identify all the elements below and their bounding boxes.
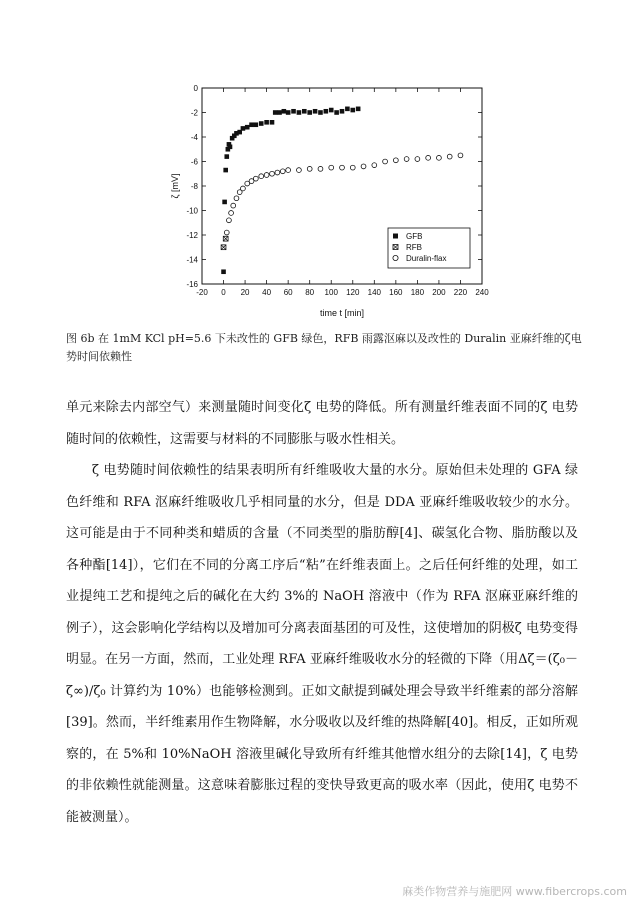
duralin-data-point [224,230,229,235]
gfb-data-point [297,110,302,115]
legend-label-gfb: GFB [406,232,423,241]
legend-marker-rfb [393,245,398,250]
duralin-data-point [329,165,334,170]
duralin-data-point [275,170,280,175]
body-text [66,392,578,833]
gfb-data-point [223,168,228,173]
gfb-data-point [345,107,350,112]
x-tick-label: 100 [324,288,338,297]
gfb-data-point [291,109,296,114]
y-tick-label: -2 [190,108,198,118]
x-tick-label: 140 [367,288,381,297]
y-tick-label: -14 [186,255,198,265]
legend-label-duralin: Duralin-flax [406,254,447,263]
gfb-data-point [334,110,339,115]
gfb-data-point [241,126,246,131]
y-tick-label: -10 [186,206,198,216]
duralin-data-point [437,155,442,160]
x-tick-label: -20 [196,288,208,297]
gfb-data-point [270,120,275,125]
duralin-data-point [318,166,323,171]
x-tick-label: 20 [240,288,250,297]
duralin-data-point [234,196,239,201]
y-axis-label: ζ [mV] [170,173,180,199]
gfb-data-point [350,108,355,113]
x-tick-label: 160 [389,288,403,297]
x-tick-label: 240 [475,288,489,297]
duralin-data-point [307,166,312,171]
y-tick-label: -6 [190,157,198,167]
y-tick-label: -16 [186,280,198,289]
paragraph-1: 单元来除去内部空气）来测量随时间变化ζ 电势的降低。所有测量纤维表面不同的ζ 电势随时间的依赖性，这需要与材料的不同膨胀与吸水性相关。 [66,400,578,447]
x-tick-label: 200 [432,288,446,297]
y-tick-label: -12 [186,231,198,240]
gfb-data-point [228,145,233,150]
gfb-data-point [259,121,264,126]
y-tick-label: 0 [193,84,198,93]
duralin-data-point [350,165,355,170]
duralin-data-point [227,218,232,223]
gfb-data-point [286,110,291,115]
duralin-data-point [259,174,264,179]
duralin-data-point [415,157,420,162]
zeta-potential-chart [170,76,490,326]
duralin-data-point [447,154,452,159]
duralin-data-point [426,155,431,160]
gfb-data-point [224,154,229,159]
site-watermark: 麻类作物营养与施肥网 www.fibercrops.com [402,885,627,898]
gfb-data-point [273,110,278,115]
gfb-data-point [277,110,282,115]
y-tick-label: -4 [190,133,198,142]
x-tick-label: 80 [305,288,315,297]
gfb-data-point [340,109,345,114]
gfb-data-point [356,107,361,112]
duralin-data-point [253,176,258,181]
duralin-data-point [229,211,234,216]
duralin-data-point [372,163,377,168]
duralin-data-point [286,168,291,173]
legend-marker-gfb [393,234,398,239]
figure-caption: 图 6b 在 1mM KCl pH=5.6 下未改性的 GFB 绿色，RFB 雨露沤麻以及改性的 Duralin 亚麻纤维的ζ电势时间依赖性 [66,332,582,363]
gfb-data-point [282,109,287,114]
gfb-data-point [254,122,259,127]
legend-marker-duralin [393,255,398,260]
y-tick-label: -8 [190,182,198,191]
x-tick-label: 40 [262,288,272,297]
gfb-data-point [307,110,312,115]
chart-legend [388,228,470,268]
gfb-data-point [222,200,227,205]
duralin-data-point [241,186,246,191]
rfb-data-point [223,236,228,241]
duralin-data-point [270,171,275,176]
rfb-data-point [221,245,226,250]
gfb-data-point [318,110,323,115]
gfb-data-point [302,109,307,114]
gfb-data-point [324,109,329,114]
x-tick-label: 120 [346,288,360,297]
gfb-data-point [313,109,318,114]
gfb-data-point [249,122,254,127]
x-tick-label: 0 [221,288,226,297]
duralin-data-point [383,159,388,164]
gfb-data-point [221,269,226,274]
x-tick-label: 220 [453,288,468,297]
gfb-data-point [264,120,269,125]
duralin-data-point [280,169,285,174]
legend-label-rfb: RFB [406,243,422,252]
duralin-data-point [264,173,269,178]
duralin-data-point [361,164,366,169]
gfb-data-point [329,108,334,113]
x-axis-label: time t [min] [319,308,365,318]
duralin-data-point [393,158,398,163]
duralin-data-point [231,203,236,208]
paragraph-2: ζ 电势随时间依赖性的结果表明所有纤维吸收大量的水分。原始但未处理的 GFA 绿色纤维和 RFA 沤麻纤维吸收几乎相同量的水分，但是 DDA 亚麻纤维吸收较少的水分。这可能是由于不同种类和蜡质的含量（不同类型的脂肪醇[4]、碳氢化合物、脂肪酸以及各种酯[14]），它们在不同的分离工序后“粘”在纤维表面上。之后任何纤维的处理，如工业提纯工艺和提纯之后的碱化在大约 3%的 NaOH 溶液中（作为 RFA 沤麻亚麻纤维的例子），这会影响化学结构以及增加可分离表面基团的可及性，这使增加的阴极ζ 电势变得明显。在另一方面，然而，工业处理 RFA 亚麻纤维吸收水分的轻微的下降（用Δζ＝(ζ₀－ζ∞)/ζ₀ 计算约为 10%）也能够检测到。正如文献提到碱处理会导致半纤维素的部分溶解[39]。然而，半纤维素用作生物降解，水分吸收以及纤维的热降解[40]。相反，正如所观察的，在 5%和 10%NaOH 溶液里碱化导致所有纤维其他憎水组分的去除[14]，ζ 电势的非依赖性就能测量。这意味着膨胀过程的变快导致更高的吸水率（因此，使用ζ 电势不能被测量）。 [66,463,578,825]
duralin-data-point [297,168,302,173]
x-tick-label: 180 [410,288,425,297]
gfb-data-point [245,125,250,130]
duralin-data-point [404,157,409,162]
x-tick-label: 60 [283,288,293,297]
duralin-data-point [458,153,463,158]
duralin-data-point [340,165,345,170]
